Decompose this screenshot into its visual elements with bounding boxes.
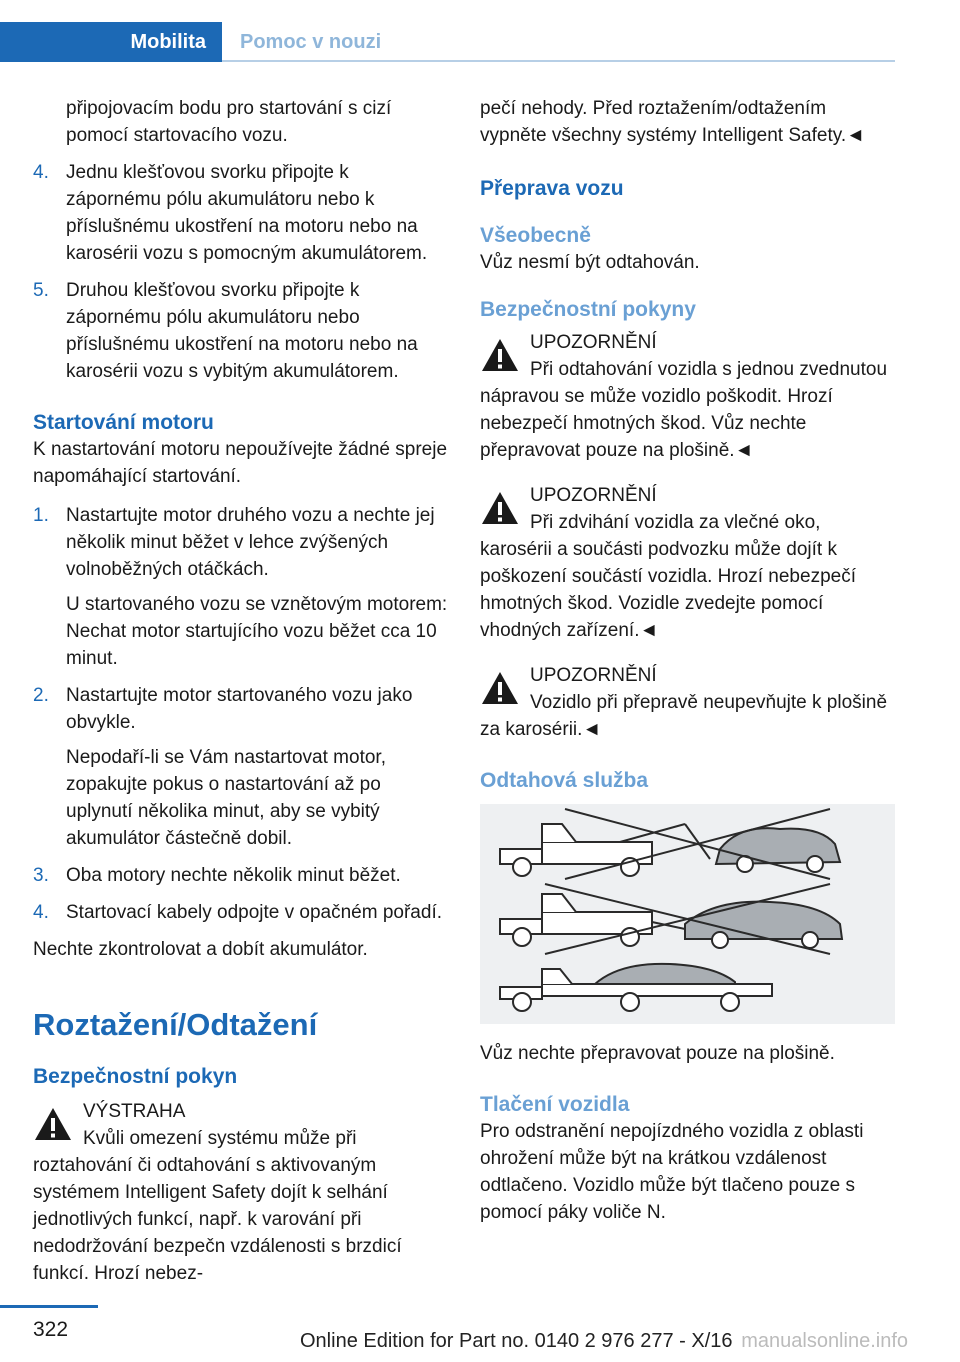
steps-list-1 [33,159,449,385]
list-number: 1. [33,505,49,526]
tab-pomoc-v-nouzi[interactable]: Pomoc v nouzi [240,31,382,53]
warning-block [480,482,896,644]
continued-text: připojovacím bodu pro startování s cizí pomocí startovacího vozu. [66,98,392,146]
continued-text: pečí nehody. Před roztažením/odtažením vypněte všechny systémy Intelligent Safety.◄ [480,98,865,146]
left-column [33,95,449,1287]
list-text: Oba motory nechte několik minut běžet. [66,865,401,886]
section-heading-start: Startování motoru [33,411,214,434]
list-text: Nastartujte motor startovaného vozu jako obvykle. [66,685,413,733]
list-number: 3. [33,865,49,886]
safety-heading: Bezpečnostní pokyn [33,1065,238,1088]
warning-text: Při zdvihání vozidla za vlečné oko, karosérii a součásti podvozku může dojít k poškození součástí vozidla. Hrozí nebezpečí hmotných škod. Vozidle zvedejte pomocí vhodných zařízení.◄ [480,512,856,641]
transport-heading: Přeprava vozu [480,177,624,200]
after-list-text: Nechte zkontrolovat a dobít akumulátor. [33,939,368,960]
image-caption: Vůz nechte přepravovat pouze na plošině. [480,1043,835,1064]
safety-heading: Bezpečnostní pokyny [480,298,696,321]
warning-text: Kvůli omezení systému může při roztahování či odtahování s aktivovaným systémem Intelligent Safety dojít k selhání jednotlivých funkcí, např. k varování při nedodržování bezpečn vzdálenosti s brzdicí funkcí. Hrozí nebez- [33,1128,402,1284]
warning-triangle-icon [480,490,520,526]
warning-block [33,1098,449,1287]
warning-text: Při odtahování vozidla s jednou zvednutou nápravou se může vozidlo poškodit. Hrozí nebezpečí hmotných škod. Vůz nechte přepravovat pouze na plošině.◄ [480,359,888,461]
list-item [33,899,449,926]
list-text: Nastartujte motor druhého vozu a nechte jej několik minut běžet v lehce zvýšených volnoběžných otáčkách. [66,505,435,580]
list-item [33,502,449,672]
list-number: 5. [33,280,49,301]
warning-block [480,329,896,464]
warning-triangle-icon [480,337,520,373]
warning-title: UPOZORNĚNÍ [530,665,657,686]
push-heading: Tlačení vozidla [480,1093,630,1116]
warning-triangle-icon [480,670,520,706]
list-number: 4. [33,902,49,923]
header-tabs [0,22,895,62]
list-item [33,862,449,889]
right-column [480,95,896,1226]
warning-block [480,662,896,743]
list-item [33,682,449,852]
steps-list-2 [33,502,449,926]
tab-mobilita[interactable]: Mobilita [0,22,222,62]
list-subtext: U startovaného vozu se vznětovým motorem: Nechat motor startujícího vozu běžet cca 10 minut. [66,594,448,669]
push-text: Pro odstranění nepojízdného vozidla z oblasti ohrožení může být na krátkou vzdálenost odtlačeno. Vozidlo může být tlačeno pouze s pomocí páky voliče N. [480,1121,864,1223]
warning-text: Vozidlo při přepravě neupevňujte k plošině za karosérii.◄ [480,692,888,740]
general-heading: Všeobecně [480,224,591,247]
list-text: Startovací kabely odpojte v opačném pořadí. [66,902,443,923]
warning-title: VÝSTRAHA [83,1101,186,1122]
warning-title: UPOZORNĚNÍ [530,485,657,506]
warning-title: UPOZORNĚNÍ [530,332,657,353]
page-number: 322 [33,1318,69,1341]
warning-triangle-icon [33,1106,73,1142]
towing-illustration [480,804,895,1024]
start-intro: K nastartování motoru nepoužívejte žádné spreje napomáhající startování. [33,439,448,487]
list-number: 4. [33,162,49,183]
towing-diagram-image [480,804,895,1024]
list-item [33,159,449,267]
watermark-text: manualsonline.info [741,1330,908,1352]
list-text: Jednu klešťovou svorku připojte k zápornému pólu akumulátoru nebo k příslušnému ukostření na motoru nebo na karosérii vozu s pomocným akumulátorem. [66,162,428,264]
general-text: Vůz nesmí být odtahován. [480,252,700,273]
list-text: Druhou klešťovou svorku připojte k zápornému pólu akumulátoru nebo příslušnému ukostření na motoru nebo na karosérii vozu s vybitým akumulátorem. [66,280,418,382]
edition-text: Online Edition for Part no. 0140 2 976 277 - X/16 [300,1330,733,1352]
tow-heading: Odtahová služba [480,769,649,792]
list-item [33,277,449,385]
footer-rule [0,1305,98,1308]
list-number: 2. [33,685,49,706]
list-subtext: Nepodaří-li se Vám nastartovat motor, zopakujte pokus o nastartování až po uplynutí několika minut, aby se vybitý akumulátor částečně dobil. [66,747,386,849]
main-heading: Roztažení/Odtažení [33,1007,318,1042]
tab-underline [222,60,895,62]
